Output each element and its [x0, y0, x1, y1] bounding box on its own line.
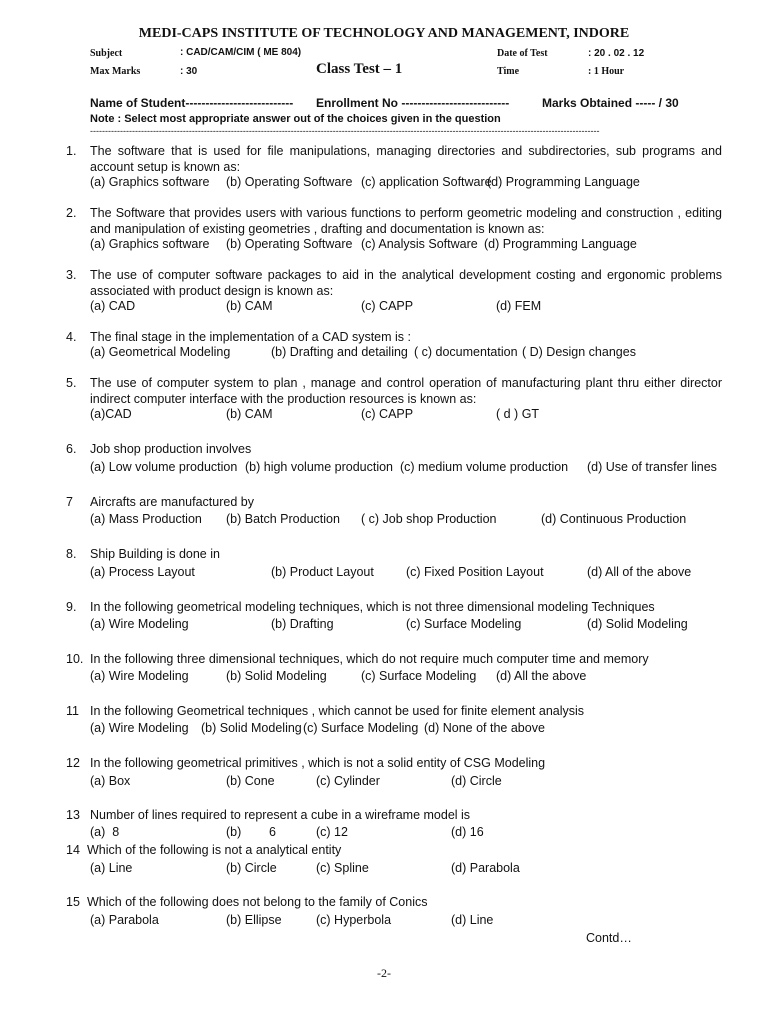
question-text: Ship Building is done in: [90, 547, 220, 561]
question-number: 11: [66, 704, 79, 718]
option-b: (b) Batch Production: [226, 512, 340, 526]
option-c: (c) Analysis Software: [361, 237, 478, 251]
option-a: (a) Line: [90, 861, 133, 875]
question-number: 15: [66, 895, 80, 909]
option-c: (c) medium volume production: [400, 460, 569, 474]
option-b: (b) Operating Software: [226, 175, 353, 189]
instruction-note: Note : Select most appropriate answer out of the choices given in the question: [90, 113, 501, 125]
option-b: (b) Solid Modeling: [201, 721, 302, 735]
question-number: 4.: [66, 330, 77, 344]
subject-value: : CAD/CAM/CIM ( ME 804): [180, 47, 302, 58]
option-a: (a) CAD: [90, 299, 136, 313]
question-text: The Software that provides users with various functions to perform geometric modeling and construction , editing and manipulation of existing geometries , drafting and documentation is known as:: [90, 206, 722, 236]
question-text: In the following geometrical modeling techniques, which is not three dimensional modeling Techniques: [90, 600, 655, 614]
option-a: (a) Graphics software: [90, 175, 210, 189]
question-text: Number of lines required to represent a cube in a wireframe model is: [90, 808, 471, 822]
question-text: The use of computer system to plan , manage and control operation of manufacturing plant thru either director indirect computer interface with the production resources is known as:: [90, 376, 722, 406]
option-a: (a) Wire Modeling: [90, 669, 189, 683]
option-a: (a) Wire Modeling: [90, 617, 189, 631]
option-b: (b) Operating Software: [226, 237, 353, 251]
time-label: Time: [497, 66, 520, 77]
question-text: In the following three dimensional techniques, which do not require much computer time and memory: [90, 652, 649, 666]
option-c: (c) Cylinder: [316, 774, 380, 788]
question-number: 5.: [66, 376, 77, 390]
option-c: (c) CAPP: [361, 407, 414, 421]
question-number: 14: [66, 843, 80, 857]
question-number: 9.: [66, 600, 77, 614]
max-marks-label: Max Marks: [90, 66, 141, 77]
option-c: (c) Surface Modeling: [361, 669, 477, 683]
option-d: (d) Solid Modeling: [587, 617, 688, 631]
question-number: 1.: [66, 144, 77, 158]
option-b: (b) 6: [226, 825, 277, 839]
option-d: (d) Programming Language: [487, 175, 640, 189]
option-c: (c) application Software: [361, 175, 492, 189]
student-name-field: Name of Student---------------------------: [90, 96, 294, 110]
option-d: (d) All the above: [496, 669, 587, 683]
option-d: (d) Programming Language: [484, 237, 637, 251]
option-b: (b) Drafting: [271, 617, 334, 631]
question-text: Job shop production involves: [90, 442, 252, 456]
option-d: (d) 16: [451, 825, 484, 839]
option-d: (d) Use of transfer lines: [587, 460, 717, 474]
date-label: Date of Test: [497, 48, 548, 59]
question-number: 12: [66, 756, 80, 770]
option-d: (d) Line: [451, 913, 494, 927]
question-number: 6.: [66, 442, 77, 456]
option-c: (c) Surface Modeling: [303, 721, 419, 735]
question-text: The software that is used for file manipulations, managing directories and subdirectories, sub programs and account setup is known as:: [90, 144, 722, 174]
option-d: ( d ) GT: [496, 407, 540, 421]
enrollment-field: Enrollment No ---------------------------: [316, 96, 510, 110]
question-text: In the following geometrical primitives , which is not a solid entity of CSG Modeling: [90, 756, 546, 770]
option-a: (a) Graphics software: [90, 237, 210, 251]
date-value: : 20 . 02 . 12: [588, 48, 645, 59]
option-d: (d) Continuous Production: [541, 512, 687, 526]
option-d: (d) Parabola: [451, 861, 520, 875]
option-d: (d) None of the above: [424, 721, 545, 735]
option-d: (d) FEM: [496, 299, 542, 313]
option-c: (c) 12: [316, 825, 348, 839]
question-text: Which of the following is not a analytical entity: [87, 843, 342, 857]
marks-obtained-field: Marks Obtained ----- / 30: [542, 96, 679, 110]
question-text: The final stage in the implementation of a CAD system is :: [90, 330, 411, 344]
option-c: ( c) documentation: [414, 345, 518, 359]
subject-label: Subject: [90, 48, 123, 59]
option-a: (a) Geometrical Modeling: [90, 345, 231, 359]
option-c: ( c) Job shop Production: [361, 512, 497, 526]
question-number: 2.: [66, 206, 77, 220]
option-a: (a) Box: [90, 774, 131, 788]
option-b: (b) Circle: [226, 861, 277, 875]
time-value: : 1 Hour: [588, 66, 625, 77]
option-d: (d) All of the above: [587, 565, 692, 579]
option-b: (b) CAM: [226, 299, 273, 313]
option-a: (a) Wire Modeling: [90, 721, 189, 735]
option-b: (b) Solid Modeling: [226, 669, 327, 683]
question-number: 13: [66, 808, 80, 822]
option-c: (c) Fixed Position Layout: [406, 565, 544, 579]
option-c: (c) Spline: [316, 861, 369, 875]
option-b: (b) Ellipse: [226, 913, 282, 927]
option-b: (b) Product Layout: [271, 565, 374, 579]
option-b: (b) high volume production: [245, 460, 393, 474]
option-d: (d) Circle: [451, 774, 502, 788]
option-c: (c) Surface Modeling: [406, 617, 522, 631]
question-text: Which of the following does not belong to the family of Conics: [87, 895, 428, 909]
question-number: 8.: [66, 547, 77, 561]
divider-line: --------------------------------------------------------------------------------------------------------------------------------------------------------------------------: [90, 126, 600, 136]
option-b: (b) CAM: [226, 407, 273, 421]
test-title: Class Test – 1: [316, 61, 403, 77]
question-number: 10.: [66, 652, 84, 666]
option-b: (b) Cone: [226, 774, 275, 788]
institute-title: MEDI-CAPS INSTITUTE OF TECHNOLOGY AND MANAGEMENT, INDORE: [138, 26, 630, 41]
option-a: (a) Parabola: [90, 913, 159, 927]
question-text: Aircrafts are manufactured by: [90, 495, 254, 509]
option-d: ( D) Design changes: [522, 345, 636, 359]
option-a: (a) Process Layout: [90, 565, 195, 579]
option-a: (a) Low volume production: [90, 460, 238, 474]
question-text: The use of computer software packages to aid in the analytical development costing and ergonomic problems associated with product design is known as:: [90, 268, 722, 298]
option-c: (c) CAPP: [361, 299, 414, 313]
continued-note: Contd…: [586, 931, 632, 945]
option-b: (b) Drafting and detailing: [271, 345, 408, 359]
option-a: (a) 8: [90, 825, 120, 839]
page-number: -2-: [377, 966, 391, 980]
question-text: In the following Geometrical techniques , which cannot be used for finite element analysis: [90, 704, 585, 718]
max-marks-value: : 30: [180, 66, 198, 77]
option-a: (a) Mass Production: [90, 512, 202, 526]
question-number: 3.: [66, 268, 77, 282]
option-a: (a)CAD: [90, 407, 132, 421]
option-c: (c) Hyperbola: [316, 913, 392, 927]
question-number: 7: [66, 495, 73, 509]
